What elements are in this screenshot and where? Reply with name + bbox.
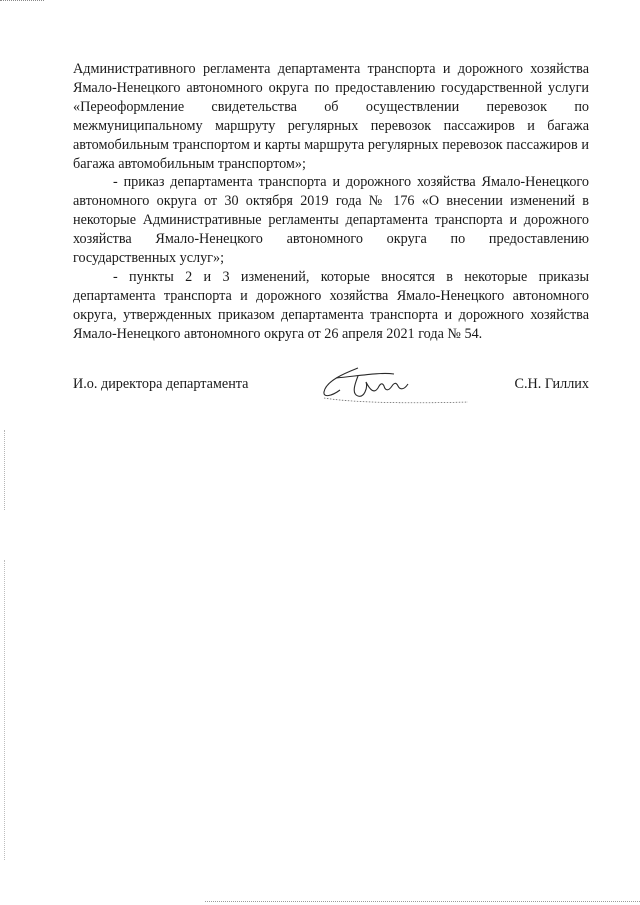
signatory-name: С.Н. Гиллих xyxy=(514,376,589,392)
scan-artifact-top xyxy=(0,0,44,1)
signatory-title: И.о. директора департамента xyxy=(73,376,249,392)
scan-artifact-left-lower xyxy=(4,560,5,860)
signature-block xyxy=(73,376,589,416)
handwritten-signature xyxy=(318,364,478,414)
scan-artifact-left xyxy=(4,430,5,510)
paragraph-points-item: - пункты 2 и 3 изменений, которые вносятся в некоторые приказы департамента транспорта и дорожного хозяйства Ямало-Ненецкого автономного округа, утвержденных приказом департамента транспорта и дорожного хозяйства Ямало-Ненецкого автономного округа от 26 апреля 2021 года № 54. xyxy=(73,268,589,342)
document-body xyxy=(73,60,589,344)
paragraph-regulation-continuation: Административного регламента департамента транспорта и дорожного хозяйства Ямало-Ненецкого автономного округа по предоставлению государственной услуги «Переоформление свидетельства об осуществлении перевозок по межмуниципальному маршруту регулярных перевозок пассажиров и багажа автомобильным транспортом и карты маршрута регулярных перевозок пассажиров и багажа автомобильным транспортом»; xyxy=(73,61,589,172)
paragraph-order-item: - приказ департамента транспорта и дорожного хозяйства Ямало-Ненецкого автономного округа от 30 октября 2019 года № 176 «О внесении изменений в некоторые Административные регламенты департамента транспорта и дорожного хозяйства Ямало-Ненецкого автономного округа по предоставлению государственных услуг»; xyxy=(73,174,589,267)
scan-artifact-bottom xyxy=(205,901,640,902)
